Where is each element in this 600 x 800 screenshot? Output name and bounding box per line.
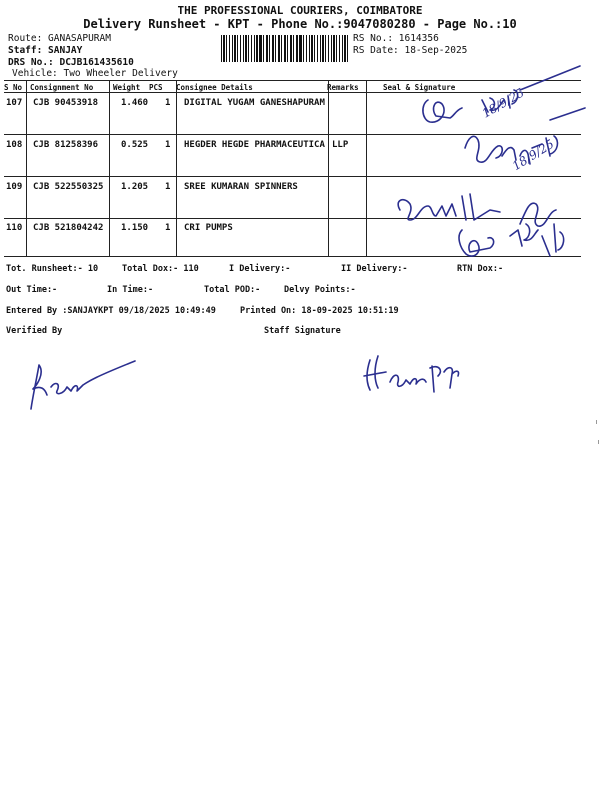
row-107-sno: 107 (6, 98, 23, 108)
col-seal-signature: Seal & Signature (383, 83, 456, 92)
ii-delivery: II Delivery:- (341, 264, 408, 274)
row-109-sno: 109 (6, 182, 23, 192)
tot-runsheet: Tot. Runsheet:- 10 (6, 264, 99, 274)
seal-signature-marks (370, 60, 600, 280)
row-109-consignment: CJB 522550325 (33, 182, 104, 192)
row-108-pcs: 1 (165, 140, 171, 150)
total-dox: Total Dox:- 110 (122, 264, 199, 274)
printed-on: Printed On: 18-09-2025 10:51:19 (240, 306, 399, 316)
staff-signature-label: Staff Signature (264, 326, 341, 336)
vehicle-label: Vehicle: Two Wheeler Delivery (12, 68, 178, 79)
row-110-pcs: 1 (165, 223, 171, 233)
row-107-pcs: 1 (165, 98, 171, 108)
row-107-weight: 1.460 (121, 98, 149, 108)
row-108-weight: 0.525 (121, 140, 149, 150)
row-110-consignee: CRI PUMPS (184, 223, 233, 233)
row-107-handwritten-date: 18/9/25 (479, 85, 527, 121)
row-108-sno: 108 (6, 140, 23, 150)
out-time: Out Time:- (6, 285, 58, 295)
verified-by-signature (25, 355, 145, 415)
col-weight: Weight (113, 83, 141, 92)
runsheet-title: Delivery Runsheet - KPT - Phone No.:9047080280 - Page No.:10 (83, 17, 517, 31)
staff-label: Staff: SANJAY (8, 45, 83, 56)
row-107-consignee: DIGITAL YUGAM GANESHAPURAM (184, 98, 325, 108)
col-sno: S No (4, 83, 23, 92)
row-110-sno: 110 (6, 223, 23, 233)
row-110-consignment: CJB 521804242 (33, 223, 104, 233)
col-consignment: Consignment No (30, 83, 94, 92)
row-107-consignment: CJB 90453918 (33, 98, 99, 108)
row-109-weight: 1.205 (121, 182, 149, 192)
i-delivery: I Delivery:- (229, 264, 291, 274)
entered-by: Entered By :SANJAYKPT 09/18/2025 10:49:49 (6, 306, 216, 316)
total-pod: Total POD:- (204, 285, 261, 295)
row-108-consignee: HEGDER HEGDE PHARMACEUTICA (184, 140, 325, 150)
drs-number: DRS No.: DCJB161435610 (8, 57, 134, 68)
company-name: THE PROFESSIONAL COURIERS, COIMBATORE (177, 4, 423, 17)
col-remarks: Remarks (327, 83, 359, 92)
route-label: Route: GANASAPURAM (8, 33, 111, 44)
row-109-pcs: 1 (165, 182, 171, 192)
in-time: In Time:- (107, 285, 154, 295)
rs-date: RS Date: 18-Sep-2025 (353, 45, 468, 56)
scan-mark (598, 440, 599, 444)
row-108-handwritten-date: 18/9/25 (509, 136, 557, 174)
barcode-segment (260, 35, 300, 62)
verified-by: Verified By (6, 326, 63, 336)
row-108-remarks: LLP (332, 140, 349, 150)
rtn-dox: RTN Dox:- (457, 264, 504, 274)
row-110-weight: 1.150 (121, 223, 149, 233)
row-109-consignee: SREE KUMARAN SPINNERS (184, 182, 298, 192)
col-pcs: PCS (149, 83, 163, 92)
scan-mark (596, 420, 597, 424)
delvy-points: Delvy Points:- (284, 285, 356, 295)
staff-signature-mark (360, 352, 470, 397)
row-108-consignment: CJB 81258396 (33, 140, 99, 150)
rs-number: RS No.: 1614356 (353, 33, 439, 44)
col-consignee: Consignee Details (176, 83, 253, 92)
